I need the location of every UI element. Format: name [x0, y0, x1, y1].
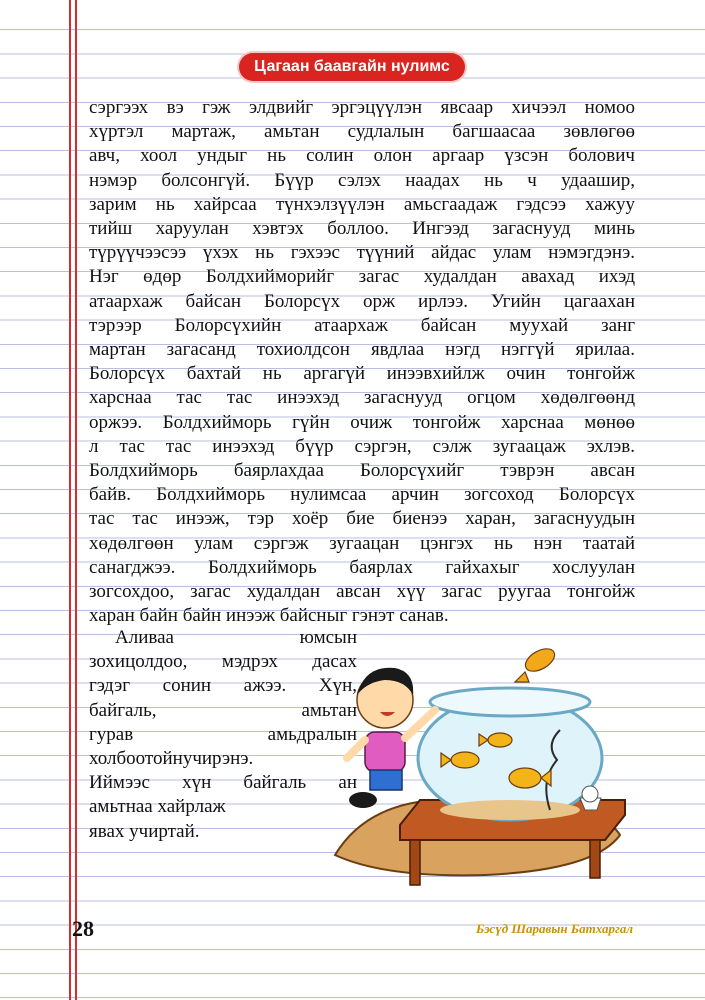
story-line: тэрээр Болорсүхийн атаархаж байсан муухай занг [89, 314, 635, 336]
story-line: зогсохдоо, загас худалдан авсан хүү загас руугаа тонгойж [89, 581, 635, 603]
story-line: харснаа тас тас инээхэд загаснууд огцом хөдөлгөөнд [89, 387, 635, 409]
story-text [89, 96, 635, 628]
jumping-fish-icon [515, 644, 558, 682]
closing-line: явах учиртай. [89, 820, 200, 842]
story-line: тас тас инээж, тэр хоёр бие биенээ харан, загаснуудын [89, 508, 635, 530]
closing-line: гурав амьдралын [89, 723, 357, 745]
story-line: Болорсүх бахтай нь аргагүй инээвхийлж очин тонгойж [89, 363, 635, 385]
closing-line: байгаль, амьтан [89, 699, 357, 721]
story-line: тийш харуулан хэвтэх боллоо. Ингээд загаснууд минь [89, 218, 635, 240]
story-line: мартан загасанд тохиолдсон явдлаа нэгд нэггүй ярилаа. [89, 339, 635, 361]
story-line: атаархаж байсан Болорсүх орж ирлээ. Угийн цагаахан [89, 290, 635, 312]
story-line: сэргээх вэ гэж элдвийг эргэцүүлэн явсаар хичээл номоо [89, 97, 635, 118]
cupcake-icon [580, 786, 601, 810]
story-line: Болдхийморь баярлахдаа Болорсүхийг тэврэн авсан [89, 460, 635, 482]
story-line: оржээ. Болдхийморь гүйн очиж тонгойж харснаа мөнөө [89, 411, 635, 433]
table-leg [410, 840, 420, 885]
story-line: хөдөлгөөн улам сэргэж зугаацан цэнгэх нь нэн таатай [89, 532, 635, 554]
closing-line: амьтнаа хайрлаж [89, 796, 226, 818]
page-number: 28 [72, 916, 94, 941]
closing-line: зохицолдоо, мэдрэх дасах [89, 651, 357, 673]
story-line: байв. Болдхийморь нулимсаа арчин зогсоход Болорсүх [89, 484, 635, 506]
footer-author: Бэсүд Шаравын Батхаргал [475, 921, 633, 936]
fishbowl-rim [430, 688, 590, 716]
margin-line-left [69, 0, 71, 1000]
fishbowl-sand [440, 800, 580, 820]
story-line: харан байн байн инээж байсныг гэнэт санав. [89, 605, 449, 627]
margin-line-right [75, 0, 77, 1000]
story-line: Нэг өдөр Болдхийморийг загас худалдан авахад ихэд [89, 266, 635, 288]
story-line: хүртэл мартаж, амьтан судлалын багшаасаа зөвлөгөө [89, 121, 635, 143]
story-line: л тас тас инээхэд бүүр сэргэн, сэлж зугаацаж эхлэв. [89, 435, 635, 457]
story-line: нэмэр болсонгүй. Бүүр сэлэх наадах нь ч удаашир, [89, 169, 635, 191]
story-line: санагджээ. Болдхийморь баярлах гайхахыг хослуулан [89, 556, 635, 578]
story-line: зарим нь хайрсаа түнхэлзүүлэн амьсгаадаж гэдсээ хажуу [89, 193, 635, 215]
closing-line: холбоотойнучирэнэ. [89, 748, 254, 770]
boy-with-fishbowl-illustration [325, 640, 645, 890]
closing-paragraph [89, 626, 357, 844]
story-line: авч, хоол ундыг нь солин олон аргаар үзсэн болович [89, 145, 635, 167]
closing-line: Аливаа юмсын [115, 627, 357, 648]
closing-line: гэдэг сонин ажээ. Хүн, [89, 675, 357, 697]
closing-line: Иймээс хүн байгаль ан [89, 772, 357, 794]
page-title: Цагаан баавгайн нулимс [239, 53, 465, 81]
story-line: түрүүчээсээ үхэх нь гэхээс түүний айдас улам нэмэгдэнэ. [89, 242, 635, 264]
table-leg [590, 840, 600, 878]
